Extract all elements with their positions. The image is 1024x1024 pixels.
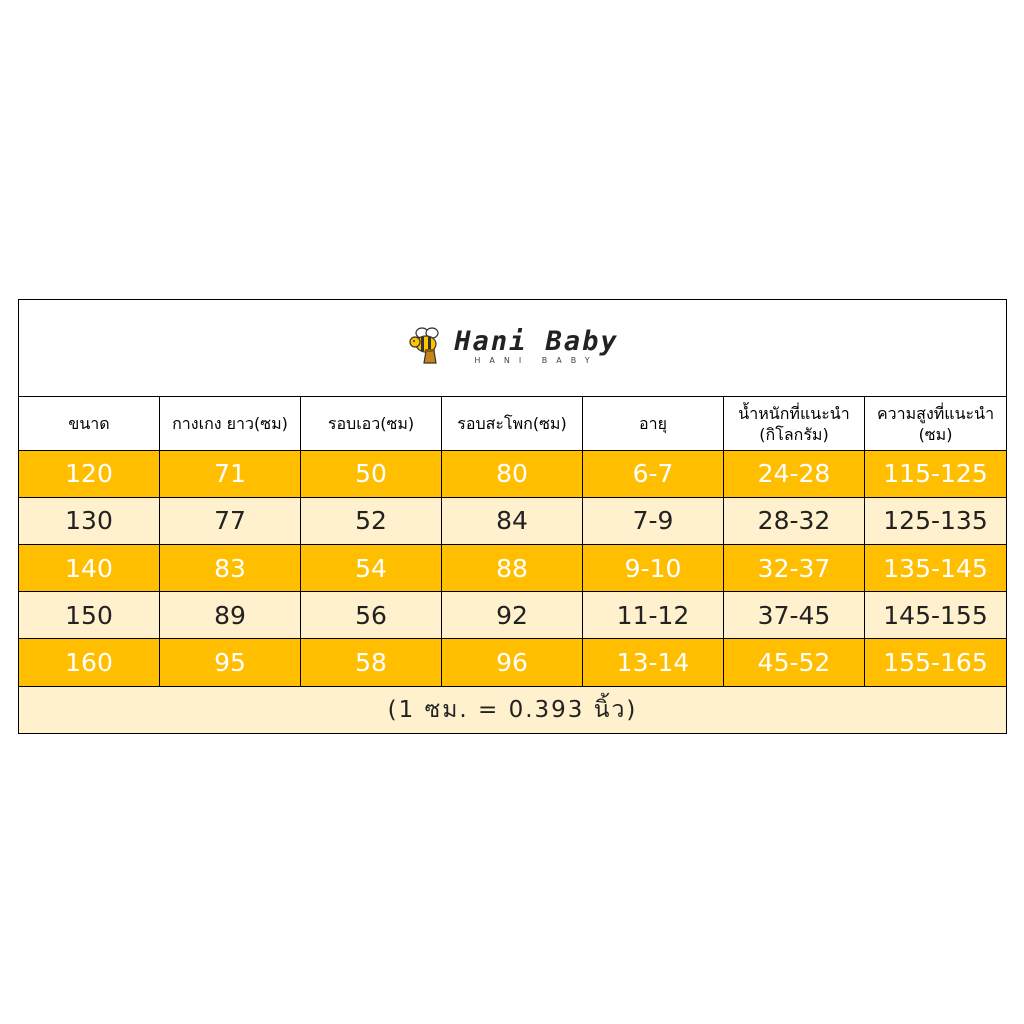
table-cell: 13-14	[583, 639, 724, 686]
table-cell: 37-45	[724, 592, 865, 639]
table-cell: 120	[19, 450, 160, 497]
table-cell: 130	[19, 497, 160, 544]
table-row	[19, 592, 1007, 639]
conversion-note: (1 ซม. = 0.393 นิ้ว)	[19, 686, 1007, 733]
table-cell: 115-125	[865, 450, 1007, 497]
brand-name: Hani Baby	[454, 325, 619, 357]
logo-cell	[19, 300, 1007, 397]
table-cell: 89	[160, 592, 301, 639]
table-cell: 28-32	[724, 497, 865, 544]
table-cell: 155-165	[865, 639, 1007, 686]
table-cell: 9-10	[583, 545, 724, 592]
table-cell: 95	[160, 639, 301, 686]
brand-logo	[406, 325, 618, 367]
table-row	[19, 545, 1007, 592]
table-cell: 24-28	[724, 450, 865, 497]
header-size: ขนาด	[19, 397, 160, 450]
table-row	[19, 450, 1007, 497]
table-cell: 77	[160, 497, 301, 544]
table-cell: 58	[301, 639, 442, 686]
table-cell: 96	[442, 639, 583, 686]
header-row	[19, 397, 1007, 450]
table-cell: 140	[19, 545, 160, 592]
table-cell: 50	[301, 450, 442, 497]
table-cell: 145-155	[865, 592, 1007, 639]
table-cell: 45-52	[724, 639, 865, 686]
table-cell: 83	[160, 545, 301, 592]
table-cell: 52	[301, 497, 442, 544]
table-row	[19, 497, 1007, 544]
table-cell: 54	[301, 545, 442, 592]
table-cell: 160	[19, 639, 160, 686]
logo-row	[19, 300, 1007, 397]
table-cell: 88	[442, 545, 583, 592]
table-cell: 71	[160, 450, 301, 497]
table-cell: 56	[301, 592, 442, 639]
table-row	[19, 639, 1007, 686]
header-pants-length: กางเกง ยาว(ซม)	[160, 397, 301, 450]
header-hip: รอบสะโพก(ซม)	[442, 397, 583, 450]
table-cell: 32-37	[724, 545, 865, 592]
header-weight: น้ำหนักที่แนะนำ (กิโลกรัม)	[724, 397, 865, 450]
table-cell: 6-7	[583, 450, 724, 497]
table-cell: 135-145	[865, 545, 1007, 592]
table-cell: 125-135	[865, 497, 1007, 544]
table-cell: 7-9	[583, 497, 724, 544]
note-row	[19, 686, 1007, 733]
table-cell: 92	[442, 592, 583, 639]
table-cell: 150	[19, 592, 160, 639]
table-cell: 11-12	[583, 592, 724, 639]
header-waist: รอบเอว(ซม)	[301, 397, 442, 450]
header-age: อายุ	[583, 397, 724, 450]
header-height: ความสูงที่แนะนำ (ซม)	[865, 397, 1007, 450]
size-chart-table	[18, 299, 1007, 734]
table-cell: 84	[442, 497, 583, 544]
table-cell: 80	[442, 450, 583, 497]
brand-subtitle: HANI BABY	[474, 355, 599, 365]
brand-text	[454, 325, 619, 365]
bee-icon	[406, 325, 448, 367]
